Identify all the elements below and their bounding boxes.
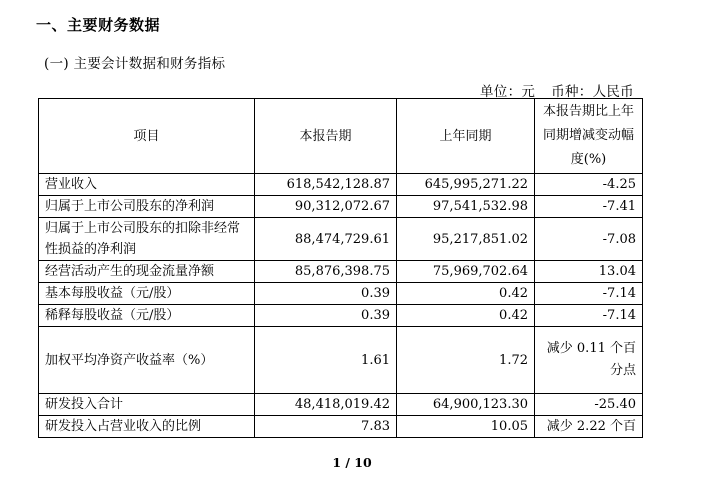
- table-row: [39, 261, 643, 283]
- row-prior: 75,969,702.64: [397, 261, 535, 283]
- currency-label: 币种：人民币: [551, 84, 634, 100]
- row-item: 营业收入: [39, 174, 255, 196]
- section-title: 一、主要财务数据: [36, 16, 161, 34]
- row-item: 稀释每股收益（元/股）: [39, 305, 255, 327]
- table-row: [39, 283, 643, 305]
- row-prior: 95,217,851.02: [397, 218, 535, 261]
- row-item: 研发投入占营业收入的比例: [39, 416, 255, 438]
- unit-label: 单位：元: [479, 84, 536, 100]
- row-current: 48,418,019.42: [255, 394, 397, 416]
- row-current: 1.61: [255, 327, 397, 394]
- row-current: 0.39: [255, 305, 397, 327]
- row-prior: 1.72: [397, 327, 535, 394]
- table-row: [39, 327, 643, 394]
- row-change: -7.41: [535, 196, 643, 218]
- row-item: 经营活动产生的现金流量净额: [39, 261, 255, 283]
- sub-title: (一) 主要会计数据和财务指标: [44, 56, 226, 72]
- row-change: -25.40: [535, 394, 643, 416]
- row-change: -7.08: [535, 218, 643, 261]
- table-row: [39, 394, 643, 416]
- header-prior-period: 上年同期: [397, 99, 535, 174]
- row-change: -7.14: [535, 283, 643, 305]
- row-prior: 0.42: [397, 283, 535, 305]
- page-number: 1 / 10: [332, 455, 372, 470]
- row-item: 归属于上市公司股东的净利润: [39, 196, 255, 218]
- table-header-row: [39, 99, 643, 174]
- row-item: 基本每股收益（元/股）: [39, 283, 255, 305]
- row-change: -7.14: [535, 305, 643, 327]
- row-item: 研发投入合计: [39, 394, 255, 416]
- table-row: [39, 416, 643, 438]
- row-item: 加权平均净资产收益率（%）: [39, 327, 255, 394]
- header-change-percent: 本报告期比上年同期增减变动幅度(%): [535, 99, 643, 174]
- header-current-period: 本报告期: [255, 99, 397, 174]
- row-current: 0.39: [255, 283, 397, 305]
- row-prior: 645,995,271.22: [397, 174, 535, 196]
- financial-data-table: [38, 98, 643, 438]
- row-prior: 64,900,123.30: [397, 394, 535, 416]
- row-change: 减少 0.11 个百分点: [535, 327, 643, 394]
- header-item: 项目: [39, 99, 255, 174]
- row-current: 618,542,128.87: [255, 174, 397, 196]
- table-row: [39, 174, 643, 196]
- row-prior: 97,541,532.98: [397, 196, 535, 218]
- row-change: 减少 2.22 个百: [535, 416, 643, 438]
- table-row: [39, 196, 643, 218]
- row-current: 85,876,398.75: [255, 261, 397, 283]
- row-change: 13.04: [535, 261, 643, 283]
- row-item: 归属于上市公司股东的扣除非经常性损益的净利润: [39, 218, 255, 261]
- row-prior: 0.42: [397, 305, 535, 327]
- row-change: -4.25: [535, 174, 643, 196]
- row-prior: 10.05: [397, 416, 535, 438]
- table-row: [39, 305, 643, 327]
- row-current: 7.83: [255, 416, 397, 438]
- row-current: 88,474,729.61: [255, 218, 397, 261]
- row-current: 90,312,072.67: [255, 196, 397, 218]
- table-row: [39, 218, 643, 261]
